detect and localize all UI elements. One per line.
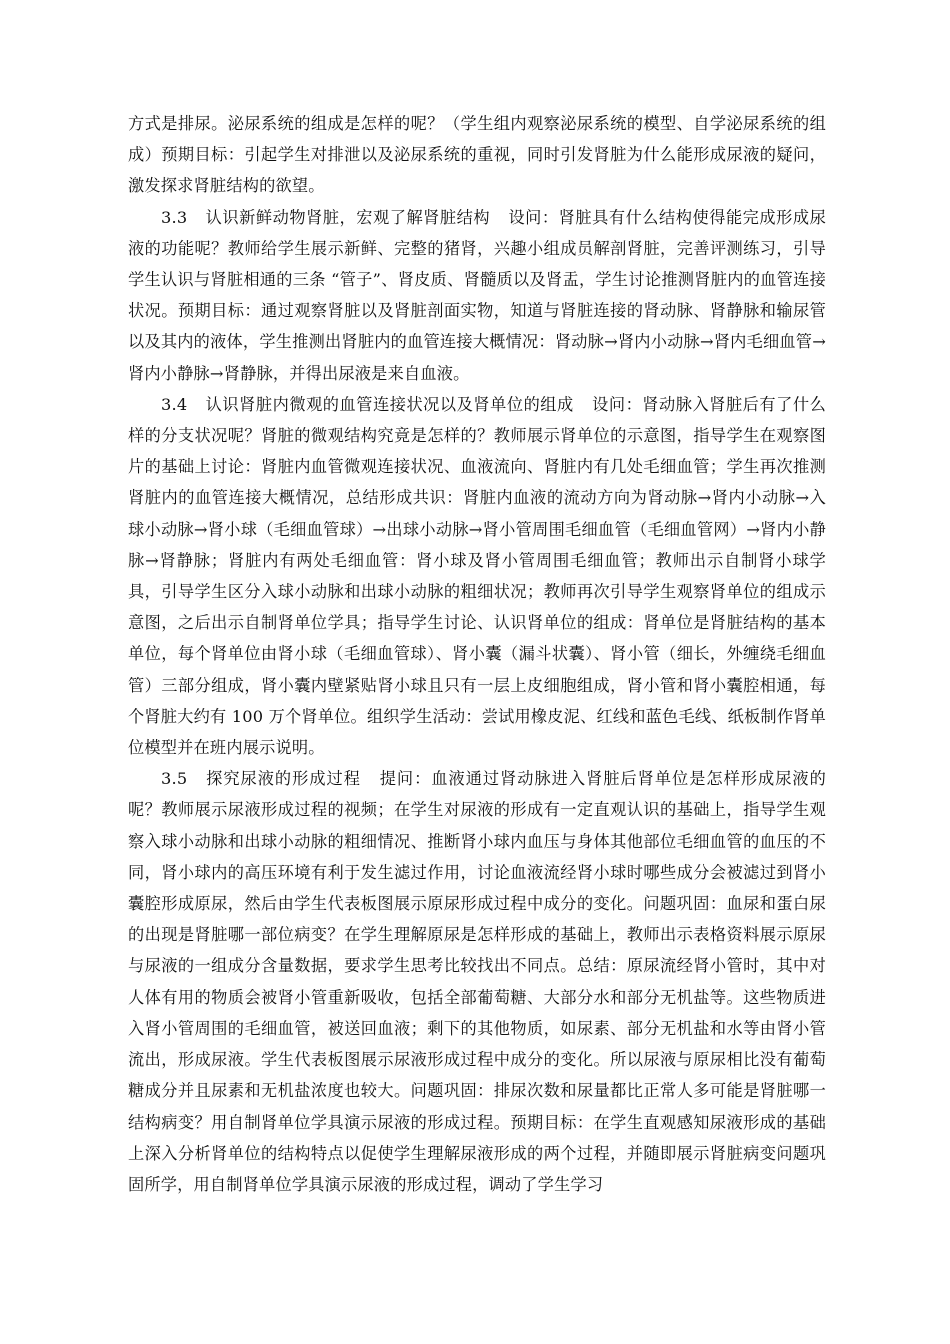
section-3-4 — [128, 389, 826, 763]
paragraph-text: 提问：血液通过肾动脉进入肾脏后肾单位是怎样形成尿液的呢？教师展示尿液形成过程的视频；在学生对尿液的形成有一定直观认识的基础上，指导学生观察入球小动脉和出球小动脉的粗细情况、推断肾小球内血压与身体其他部位毛细血管的血压的不同，肾小球内的高压环境有利于发生滤过作用，讨论血液流经肾小球时哪些成分会被滤过到肾小囊腔形成原尿，然后由学生代表板图展示原尿形成过程中成分的变化。问题巩固：血尿和蛋白尿的出现是肾脏哪一部位病变？在学生理解原尿是怎样形成的基础上，教师出示表格资料展示原尿与尿液的一组成分含量数据，要求学生思考比较找出不同点。总结：原尿流经肾小管时，其中对人体有用的物质会被肾小管重新吸收，包括全部葡萄糖、大部分水和部分无机盐等。这些物质进入肾小管周围的毛细血管，被送回血液；剩下的其他物质，如尿素、部分无机盐和水等由肾小管流出，形成尿液。学生代表板图展示尿液形成过程中成分的变化。所以尿液与原尿相比没有葡萄糖成分并且尿素和无机盐浓度也较大。问题巩固：排尿次数和尿量都比正常人多可能是肾脏哪一结构病变？用自制肾单位学具演示尿液的形成过程。预期目标：在学生直观感知尿液形成的基础上深入分析肾单位的结构特点以促使学生理解尿液形成的两个过程，并随即展示肾脏病变问题巩固所学，用自制肾单位学具演示尿液的形成过程，调动了学生学习 — [128, 769, 826, 1194]
paragraph-text: 设问：肾脏具有什么结构使得能完成形成尿液的功能呢？教师给学生展示新鲜、完整的猪肾，兴趣小组成员解剖肾脏，完善评测练习，引导学生认识与肾脏相通的三条 “管子”、肾皮质、肾髓质以及肾盂，学生讨论推测肾脏内的血管连接状况。预期目标：通过观察肾脏以及肾脏剖面实物，知道与肾脏连接的肾动脉、肾静脉和输尿管以及其内的液体，学生推测出肾脏内的血管连接大概情况：肾动脉→肾内小动脉→肾内毛细血管→肾内小静脉→肾静脉，并得出尿液是来自血液。 — [128, 207, 826, 383]
section-heading: 探究尿液的形成过程 — [205, 769, 361, 789]
paragraph-text: 方式是排尿。泌尿系统的组成是怎样的呢？（学生组内观察泌尿系统的模型、自学泌尿系统的组成）预期目标：引起学生对排泄以及泌尿系统的重视，同时引发肾脏为什么能形成尿液的疑问，激发探求肾脏结构的欲望。 — [128, 114, 826, 196]
section-3-5 — [128, 763, 826, 1200]
section-number: 3.4 — [161, 394, 188, 414]
section-number: 3.5 — [161, 769, 188, 789]
section-number: 3.3 — [161, 207, 188, 227]
paragraph-text: 设问：肾动脉入肾脏后有了什么样的分支状况呢？肾脏的微观结构究竟是怎样的？教师展示肾单位的示意图，指导学生在观察图片的基础上讨论：肾脏内血管微观连接状况、血液流向、肾脏内有几处毛细血管；学生再次推测肾脏内的血管连接大概情况，总结形成共识：肾脏内血液的流动方向为肾动脉→肾内小动脉→入球小动脉→肾小球（毛细血管球）→出球小动脉→肾小管周围毛细血管（毛细血管网）→肾内小静脉→肾静脉；肾脏内有两处毛细血管：肾小球及肾小管周围毛细血管；教师出示自制肾小球学具，引导学生区分入球小动脉和出球小动脉的粗细状况；教师再次引导学生观察肾单位的组成示意图，之后出示自制肾单位学具；指导学生讨论、认识肾单位的组成：肾单位是肾脏结构的基本单位，每个肾单位由肾小球（毛细血管球）、肾小囊（漏斗状囊）、肾小管（细长，外缠绕毛细血管）三部分组成，肾小囊内壁紧贴肾小球且只有一层上皮细胞组成，肾小管和肾小囊腔相通，每个肾脏大约有 100 万个肾单位。组织学生活动：尝试用橡皮泥、红线和蓝色毛线、纸板制作肾单位模型并在班内展示说明。 — [128, 394, 826, 758]
document-page — [128, 108, 826, 1200]
section-heading: 认识肾脏内微观的血管连接状况以及肾单位的组成 — [205, 394, 574, 414]
paragraph-intro — [128, 108, 826, 202]
section-heading: 认识新鲜动物肾脏，宏观了解肾脏结构 — [205, 207, 491, 227]
section-3-3 — [128, 202, 826, 389]
